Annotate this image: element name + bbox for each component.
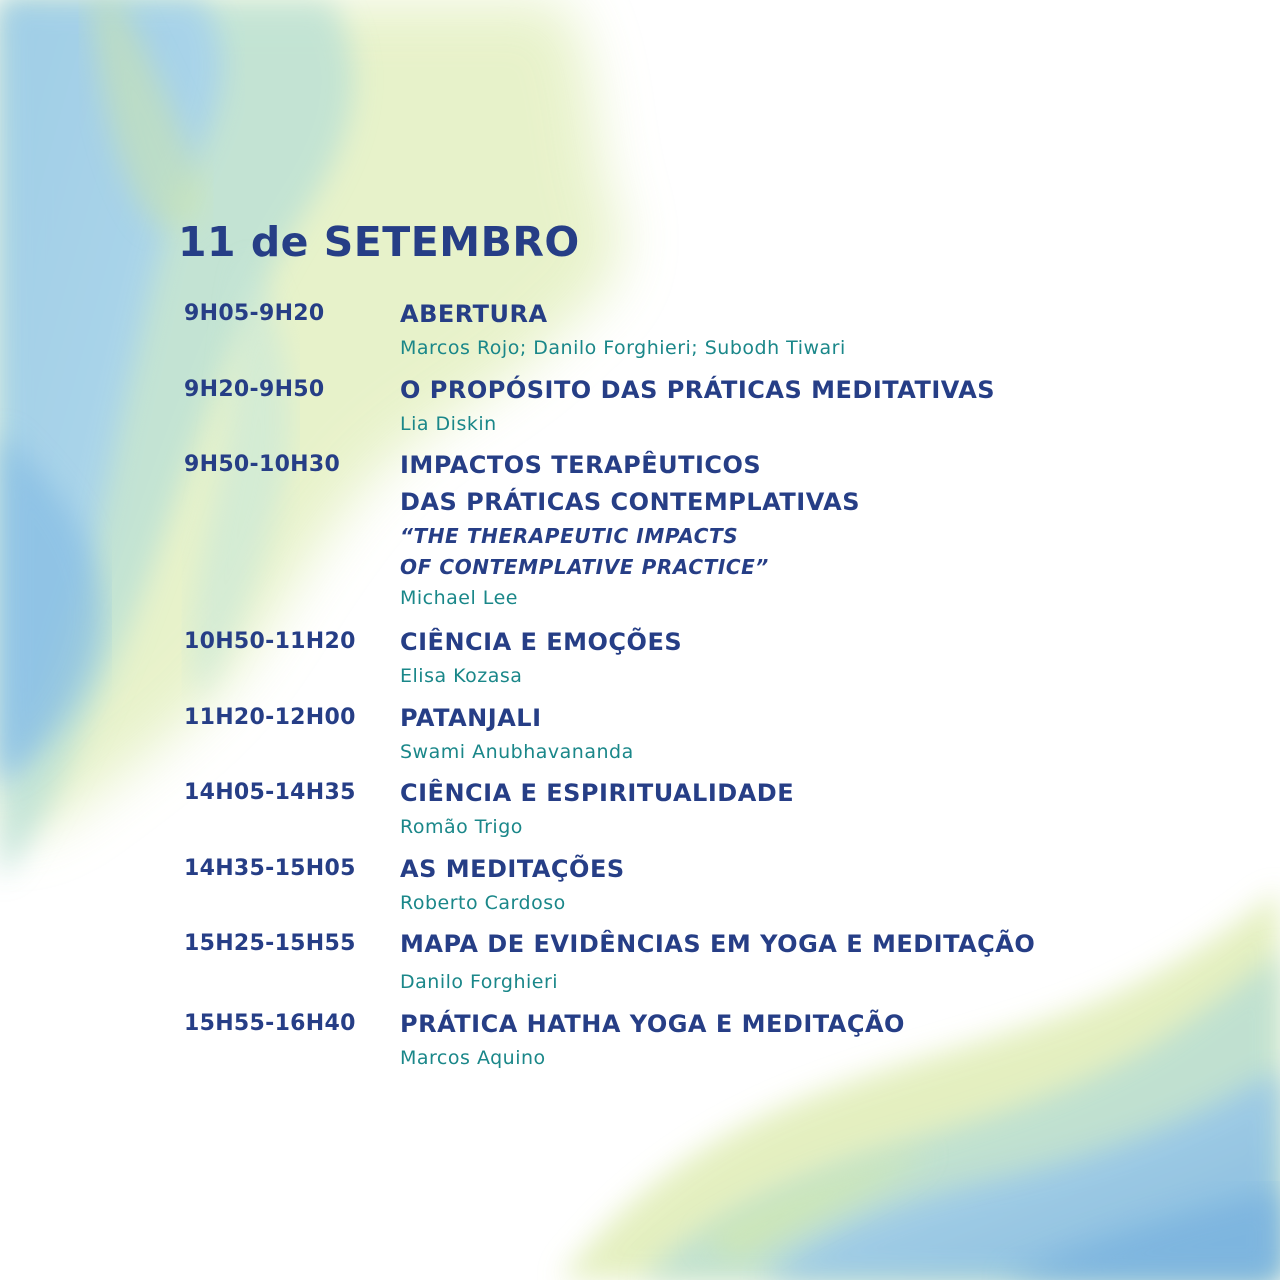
session-details xyxy=(400,624,1240,691)
session-speaker: Marcos Rojo; Danilo Forghieri; Subodh Tiwari xyxy=(400,337,846,359)
page-title: 11 de SETEMBRO xyxy=(178,218,580,266)
session-time: 9H20-9H50 xyxy=(184,377,325,402)
session-details xyxy=(400,775,1240,842)
session-time: 9H05-9H20 xyxy=(184,301,325,326)
session-speaker: Danilo Forghieri xyxy=(400,971,559,993)
session-title: AS MEDITAÇÕES xyxy=(400,855,625,883)
session-title: IMPACTOS TERAPÊUTICOS xyxy=(400,451,762,479)
session-title: PATANJALI xyxy=(400,704,542,732)
session-time: 11H20-12H00 xyxy=(184,705,356,730)
session-details xyxy=(400,447,1240,613)
session-time: 14H05-14H35 xyxy=(184,780,356,805)
session-title: DAS PRÁTICAS CONTEMPLATIVAS xyxy=(400,488,860,516)
session-title: O PROPÓSITO DAS PRÁTICAS MEDITATIVAS xyxy=(400,376,996,404)
session-details xyxy=(400,700,1240,767)
session-details xyxy=(400,926,1240,997)
session-speaker: Lia Diskin xyxy=(400,413,497,435)
session-time: 10H50-11H20 xyxy=(184,629,356,654)
session-title: ABERTURA xyxy=(400,300,548,328)
session-time: 9H50-10H30 xyxy=(184,452,341,477)
session-speaker: Swami Anubhavananda xyxy=(400,741,634,763)
session-time: 15H55-16H40 xyxy=(184,1011,356,1036)
session-title: PRÁTICA HATHA YOGA E MEDITAÇÃO xyxy=(400,1010,905,1038)
session-speaker: Marcos Aquino xyxy=(400,1047,546,1069)
session-speaker: Michael Lee xyxy=(400,587,518,609)
session-speaker: Roberto Cardoso xyxy=(400,892,566,914)
session-details xyxy=(400,1006,1240,1073)
session-time: 14H35-15H05 xyxy=(184,856,356,881)
session-subtitle: OF CONTEMPLATIVE PRACTICE” xyxy=(400,555,769,579)
session-title: MAPA DE EVIDÊNCIAS EM YOGA E MEDITAÇÃO xyxy=(400,930,1036,958)
session-time: 15H25-15H55 xyxy=(184,931,356,956)
session-subtitle: “THE THERAPEUTIC IMPACTS xyxy=(400,524,739,548)
session-title: CIÊNCIA E EMOÇÕES xyxy=(400,628,683,656)
session-details xyxy=(400,296,1240,363)
session-speaker: Romão Trigo xyxy=(400,816,523,838)
session-details xyxy=(400,851,1240,918)
session-speaker: Elisa Kozasa xyxy=(400,665,523,687)
session-title: CIÊNCIA E ESPIRITUALIDADE xyxy=(400,779,795,807)
session-details xyxy=(400,372,1240,439)
